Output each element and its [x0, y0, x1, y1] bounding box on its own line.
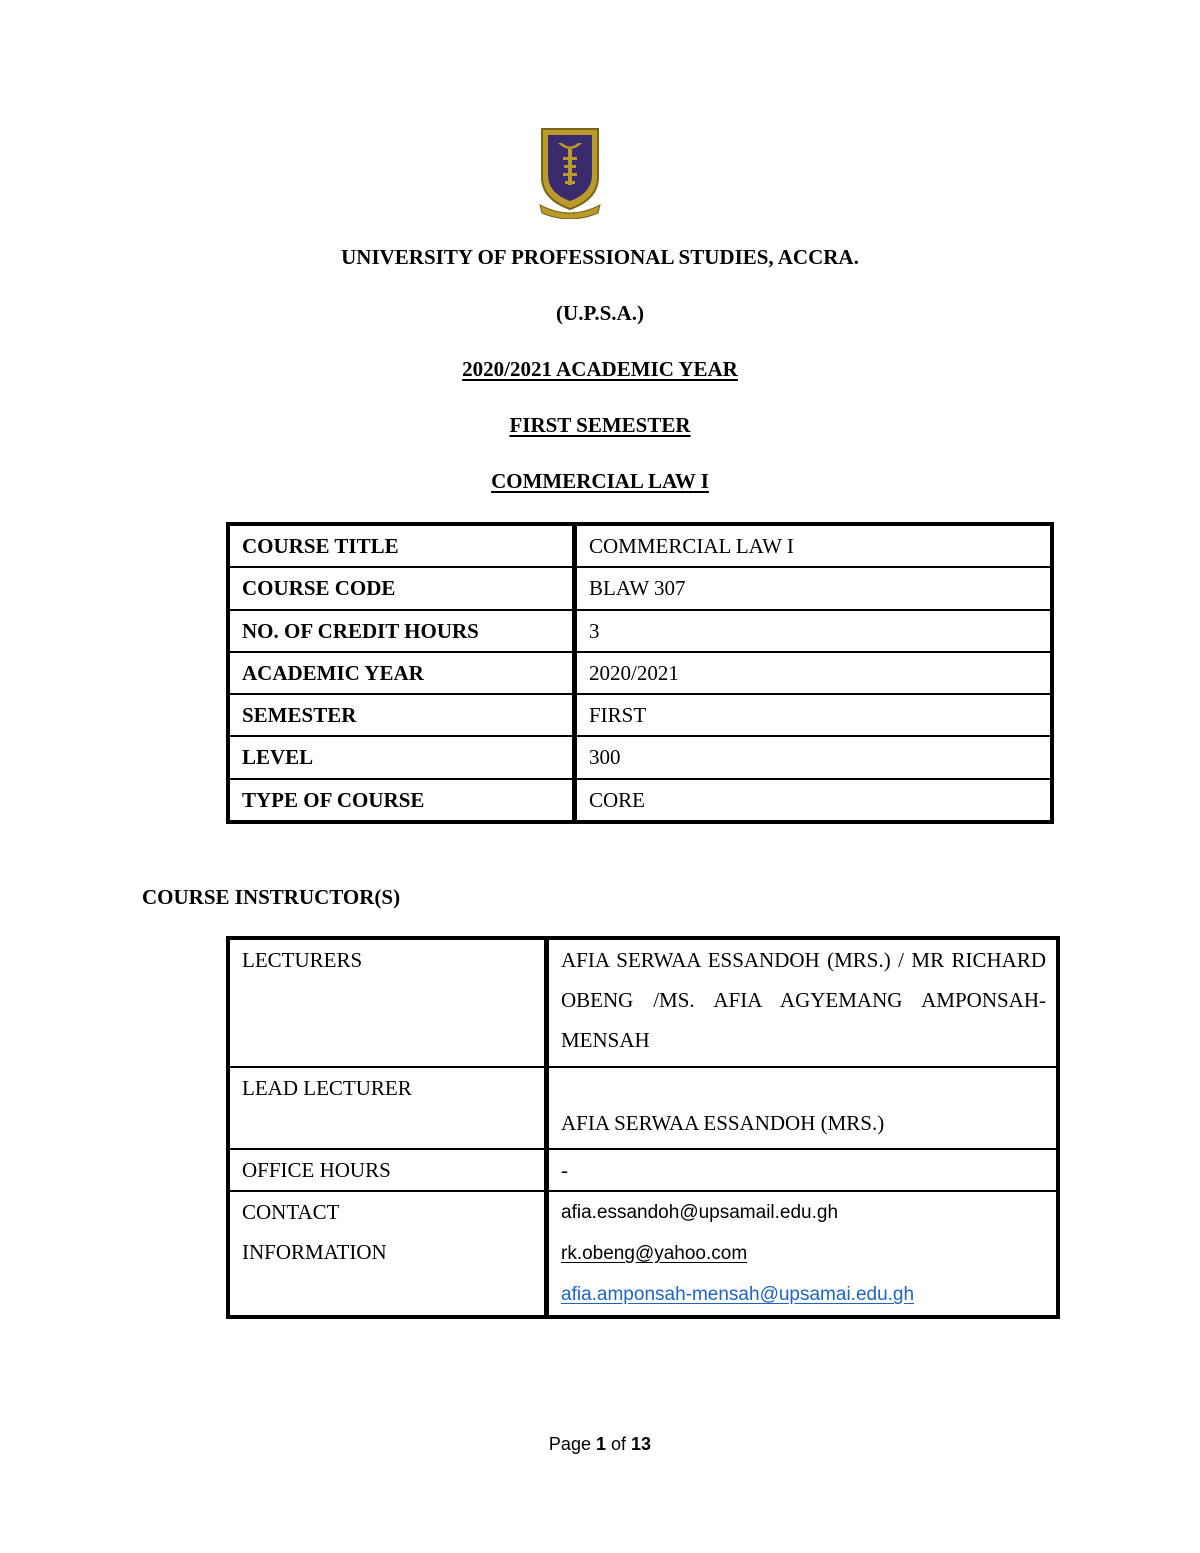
- table-row: [230, 653, 1050, 695]
- course-details-table: [226, 522, 1054, 824]
- table-row: [230, 568, 1050, 610]
- university-name: UNIVERSITY OF PROFESSIONAL STUDIES, ACCRA.: [341, 245, 859, 269]
- university-crest-logo: [538, 125, 602, 219]
- contact-email-obeng[interactable]: rk.obeng@yahoo.com: [561, 1243, 748, 1264]
- page-word: Page: [548, 1434, 591, 1454]
- row-value: 3: [577, 611, 1050, 653]
- contact-email-essandoh[interactable]: afia.essandoh@upsamail.edu.gh: [561, 1202, 839, 1223]
- row-label: COURSE TITLE: [230, 526, 577, 568]
- course-instructors-heading: COURSE INSTRUCTOR(S): [142, 885, 401, 909]
- lead-lecturer-value: AFIA SERWAA ESSANDOH (MRS.): [549, 1068, 1056, 1150]
- table-row: [230, 1068, 1056, 1150]
- contact-email-amponsah-mensah[interactable]: afia.amponsah-mensah@upsamai.edu.gh: [561, 1284, 915, 1305]
- row-value: BLAW 307: [577, 568, 1050, 610]
- table-row: [230, 1192, 1056, 1315]
- page-total: 13: [631, 1434, 652, 1454]
- university-abbreviation: (U.P.S.A.): [556, 301, 644, 325]
- row-label: TYPE OF COURSE: [230, 780, 577, 820]
- row-value: COMMERCIAL LAW I: [577, 526, 1050, 568]
- semester-heading: FIRST SEMESTER: [509, 413, 691, 437]
- table-row: [230, 695, 1050, 737]
- contact-information-label: CONTACT INFORMATION: [230, 1192, 549, 1315]
- office-hours-label: OFFICE HOURS: [230, 1150, 549, 1192]
- table-row: [230, 737, 1050, 779]
- of-word: of: [611, 1434, 627, 1454]
- lead-lecturer-label: LEAD LECTURER: [230, 1068, 549, 1150]
- page-current: 1: [595, 1434, 606, 1454]
- row-label: COURSE CODE: [230, 568, 577, 610]
- row-value: 300: [577, 737, 1050, 779]
- row-label: NO. OF CREDIT HOURS: [230, 611, 577, 653]
- table-row: [230, 1150, 1056, 1192]
- table-row: [230, 526, 1050, 568]
- row-value: CORE: [589, 787, 646, 812]
- lecturers-value: AFIA SERWAA ESSANDOH (MRS.) / MR RICHARD OBENG /MS. AFIA AGYEMANG AMPONSAH-MENSAH: [549, 940, 1056, 1068]
- office-hours-value: -: [549, 1150, 1056, 1192]
- academic-year-heading: 2020/2021 ACADEMIC YEAR: [462, 357, 738, 381]
- course-heading: COMMERCIAL LAW I: [491, 469, 709, 493]
- row-label: SEMESTER: [230, 695, 577, 737]
- row-label: LEVEL: [230, 737, 577, 779]
- course-instructors-table: [226, 936, 1060, 1319]
- row-value: 2020/2021: [577, 653, 1050, 695]
- row-value: FIRST: [577, 695, 1050, 737]
- page-footer: [0, 1434, 1200, 1455]
- table-row: [230, 611, 1050, 653]
- table-row: [230, 940, 1056, 1068]
- table-row: [230, 780, 1050, 820]
- lecturers-label: LECTURERS: [230, 940, 549, 1068]
- row-label: ACADEMIC YEAR: [230, 653, 577, 695]
